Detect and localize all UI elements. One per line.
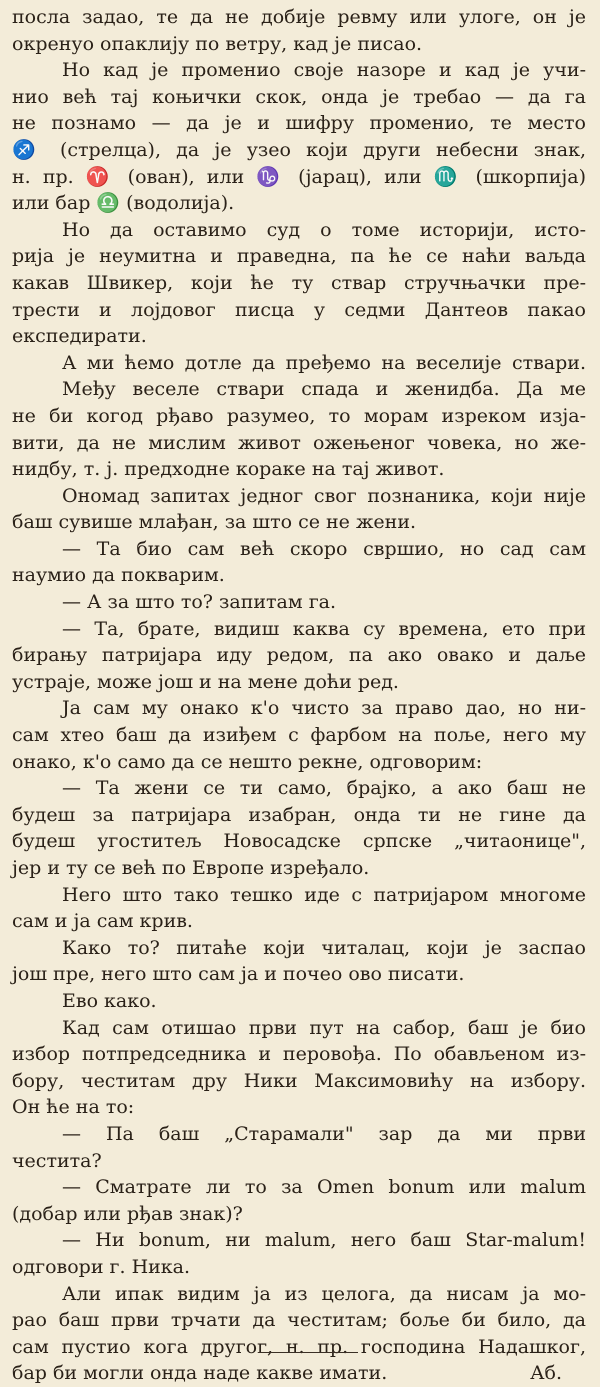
text-line: Него што тако тешко иде с патријаром многоме xyxy=(62,883,586,906)
text-line: А ми ћемо дотле да пређемо на веселије ствари. xyxy=(62,351,586,374)
text-line: — Ни bonum, ни malum, него баш Star-malum! xyxy=(62,1229,586,1252)
text-line: Међу веселе ствари спада и женидба. Да ме xyxy=(62,378,586,401)
text-line: (добар или рђав знак)? xyxy=(12,1202,243,1225)
text-line: будеш за патријара изабран, онда ти не гине да xyxy=(12,803,586,826)
text-line: н. пр. ♈ (ован), или ♑ (јарац), или ♏ (шкорпија) xyxy=(12,165,586,188)
text-line: бирању патријара иду редом, па ако овако и даље xyxy=(12,644,586,667)
section-divider xyxy=(258,1352,358,1353)
text-line: сам хтео баш да изиђем с фарбом на поље, него му xyxy=(12,724,586,747)
text-line: одговори г. Ника. xyxy=(12,1255,191,1278)
text-line: Но да оставимо суд о томе историји, исто- xyxy=(62,218,586,241)
text-line: Ја сам му онако к'о чисто за право дао, но ни- xyxy=(62,697,586,720)
text-line: ♐ (стрелца), да је узео који други небесни знак, xyxy=(12,138,586,161)
text-line: устраје, може још и на мене доћи ред. xyxy=(12,670,399,693)
text-line: рија је неумитна и праведна, па ће се наћи ваљда xyxy=(12,245,586,268)
text-line: наумио да покварим. xyxy=(12,564,225,587)
text-line: бар би могли онда наде какве имати. xyxy=(12,1362,388,1385)
text-line: — Та, брате, видиш каква су времена, ето при xyxy=(62,617,586,640)
text-line: Но кад је променио своје назоре и кад је учи- xyxy=(62,59,586,82)
text-line: Ономад запитах једног свог познаника, који није xyxy=(62,484,586,507)
text-line: још пре, него што сам ја и почео ово писати. xyxy=(12,963,465,986)
text-line: посла задао, те да не добије ревму или улоге, он је xyxy=(12,6,586,28)
text-line: окренуо опаклију по ветру, кад је писао. xyxy=(12,32,423,55)
text-line: избор потпредседника и перовођа. По обављеном из- xyxy=(12,1043,586,1066)
text-line: — Та жени се ти само, брајко, а ако баш не xyxy=(62,777,586,800)
text-line: вити, да не мислим живот ожењеног човека, но же- xyxy=(12,431,586,454)
text-line: — Па баш „Старамали" зар да ми први xyxy=(62,1122,586,1145)
author-signature: Аб. xyxy=(530,1362,562,1385)
text-line: не познамо — да је и шифру променио, те место xyxy=(12,112,586,135)
text-line: Он ће на то: xyxy=(12,1096,135,1119)
text-line: баш сувише млађан, за што се не жени. xyxy=(12,511,417,534)
text-line: — Сматрате ли то за Omen bonum или malum xyxy=(62,1176,586,1199)
text-line: сам пустио кога другог, н. пр. господина Надашког, xyxy=(12,1335,586,1358)
text-line: Кад сам отишао први пут на сабор, баш је био xyxy=(62,1016,586,1039)
text-line: не би когод рђаво разумео, то морам изреком изја- xyxy=(12,404,586,427)
text-line: или бар ♎ (водолија). xyxy=(12,192,235,215)
text-line: јер и ту се већ по Европе изређало. xyxy=(12,857,370,879)
text-line: трести и лојдовог писца у седми Дантеов пакао xyxy=(12,298,586,321)
text-line: сам и ја сам крив. xyxy=(12,910,193,933)
text-line: Ево како. xyxy=(62,989,157,1012)
text-line: експедирати. xyxy=(12,325,147,348)
text-line: честита? xyxy=(12,1149,102,1172)
text-line: Али ипак видим ја из целога, да нисам ја мо- xyxy=(62,1282,586,1305)
text-line: рао баш први трчати да честитам; боље би било, да xyxy=(12,1309,586,1332)
text-line: Како то? питаће који читалац, који је заспао xyxy=(62,936,586,959)
text-line: нидбу, т. ј. предходне кораке на тај живот. xyxy=(12,458,445,481)
last-text-line xyxy=(12,1360,586,1387)
text-line: — А за што то? запитам га. xyxy=(62,591,337,614)
text-line: бору, честитам дру Ники Максимовићу на избору. xyxy=(12,1069,586,1092)
text-line: будеш угоститељ Новосадске српске „читаонице", xyxy=(12,830,586,853)
text-line: онако, к'о само да се нешто рекне, одговорим: xyxy=(12,750,483,773)
text-line: какав Швикер, који ће ту ствар стручњачки пре- xyxy=(12,271,586,294)
text-line: — Та био сам већ скоро свршио, но сад сам xyxy=(62,537,586,560)
text-line: нио већ тај коњички скок, онда је требао — да га xyxy=(12,85,586,108)
